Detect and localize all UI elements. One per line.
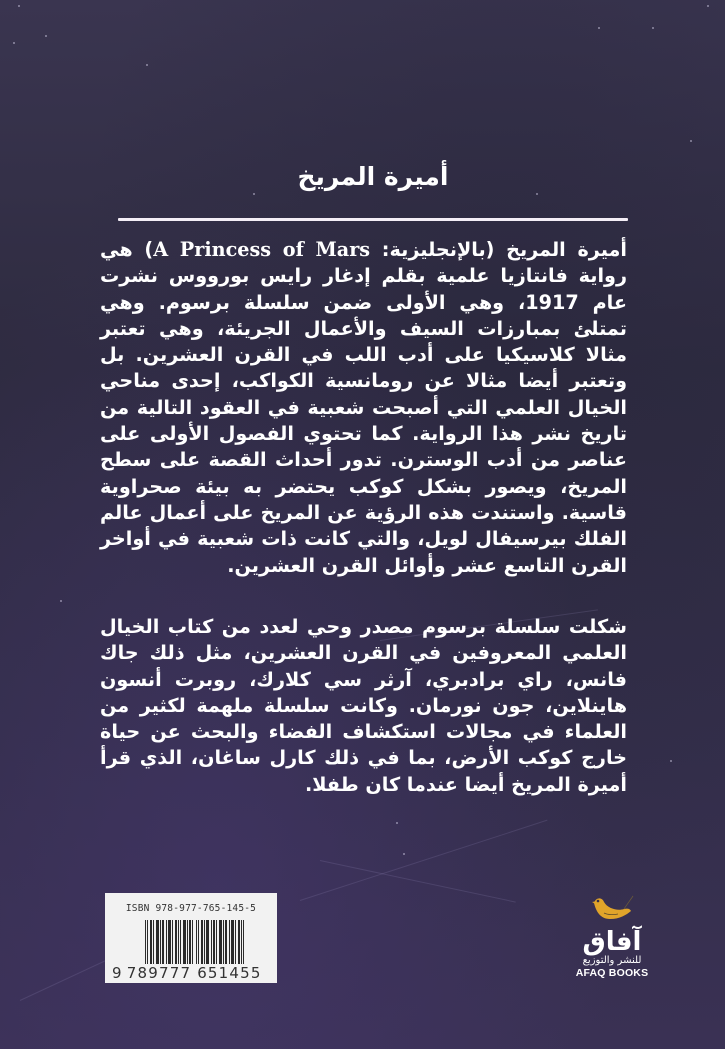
book-title: أميرة المريخ <box>297 162 449 191</box>
barcode-group-1: 789777 <box>126 964 192 982</box>
bird-icon <box>590 893 634 927</box>
barcode-lead-digit: 9 <box>112 964 123 982</box>
barcode-bars <box>115 920 267 964</box>
blurb-p1-rest: ) هي رواية فانتازيا علمية بقلم إدغار رايس بورووس نشرت عام 1917، وهي الأولى ضمن سلسلة برسوم. وهي تمتلئ بمبارزات السيف والأعمال الجريئة، وهي تعتبر مثالا كلاسيكيا على أدب اللب في القرن العشرين. بل وتعتبر أيضا مثالا عن رومانسية الكواكب، إحدى مناحي الخيال العلمي التي أصبحت شعبية في العقود التالية من تاريخ نشر هذا الرواية. كما تحتوي الفصول الأولى على عناصر من أدب الوسترن. تدور أحداث القصة على سطح المريخ، ويصور بشكل كوكب يحتضر به بيئة صحراوية قاسية. واستندت هذه الرؤية عن المريخ على أعمال عالم الفلك بيرسيفال لويل، والتي كانت ذات شعبية في أواخر القرن التاسع عشر وأوائل القرن العشرين. <box>100 238 627 577</box>
english-title: A Princess of Mars <box>153 238 371 261</box>
barcode-group-2: 651455 <box>197 964 262 982</box>
barcode-digits <box>112 965 262 981</box>
blurb-paragraph-1 <box>100 237 627 579</box>
publisher-name-en: AFAQ BOOKS <box>575 967 649 979</box>
blurb-p1-start: أميرة المريخ (بالإنجليزية: <box>370 238 627 261</box>
publisher-logo <box>572 893 652 988</box>
publisher-tagline-ar: للنشر والتوزيع <box>582 955 642 966</box>
publisher-name-ar: آفاق <box>582 927 642 957</box>
blurb-paragraph-2: شكلت سلسلة برسوم مصدر وحي لعدد من كتاب الخيال العلمي المعروفين في القرن العشرين، مثل ذلك جاك فانس، راي برادبري، آرثر سي كلارك، روبرت أنسون هاينلاين، جون نورمان. وكانت سلسلة ملهمة لكثير من العلماء في مجالات استكشاف الفضاء والبحث عن حياة خارج كوكب الأرض، بما في ذلك كارل ساغان، الذي قرأ أميرة المريخ أيضا عندما كان طفلا. <box>100 615 627 796</box>
title-divider <box>118 218 628 221</box>
isbn-barcode <box>105 893 277 983</box>
isbn-label: ISBN 978-977-765-145-5 <box>125 903 257 914</box>
